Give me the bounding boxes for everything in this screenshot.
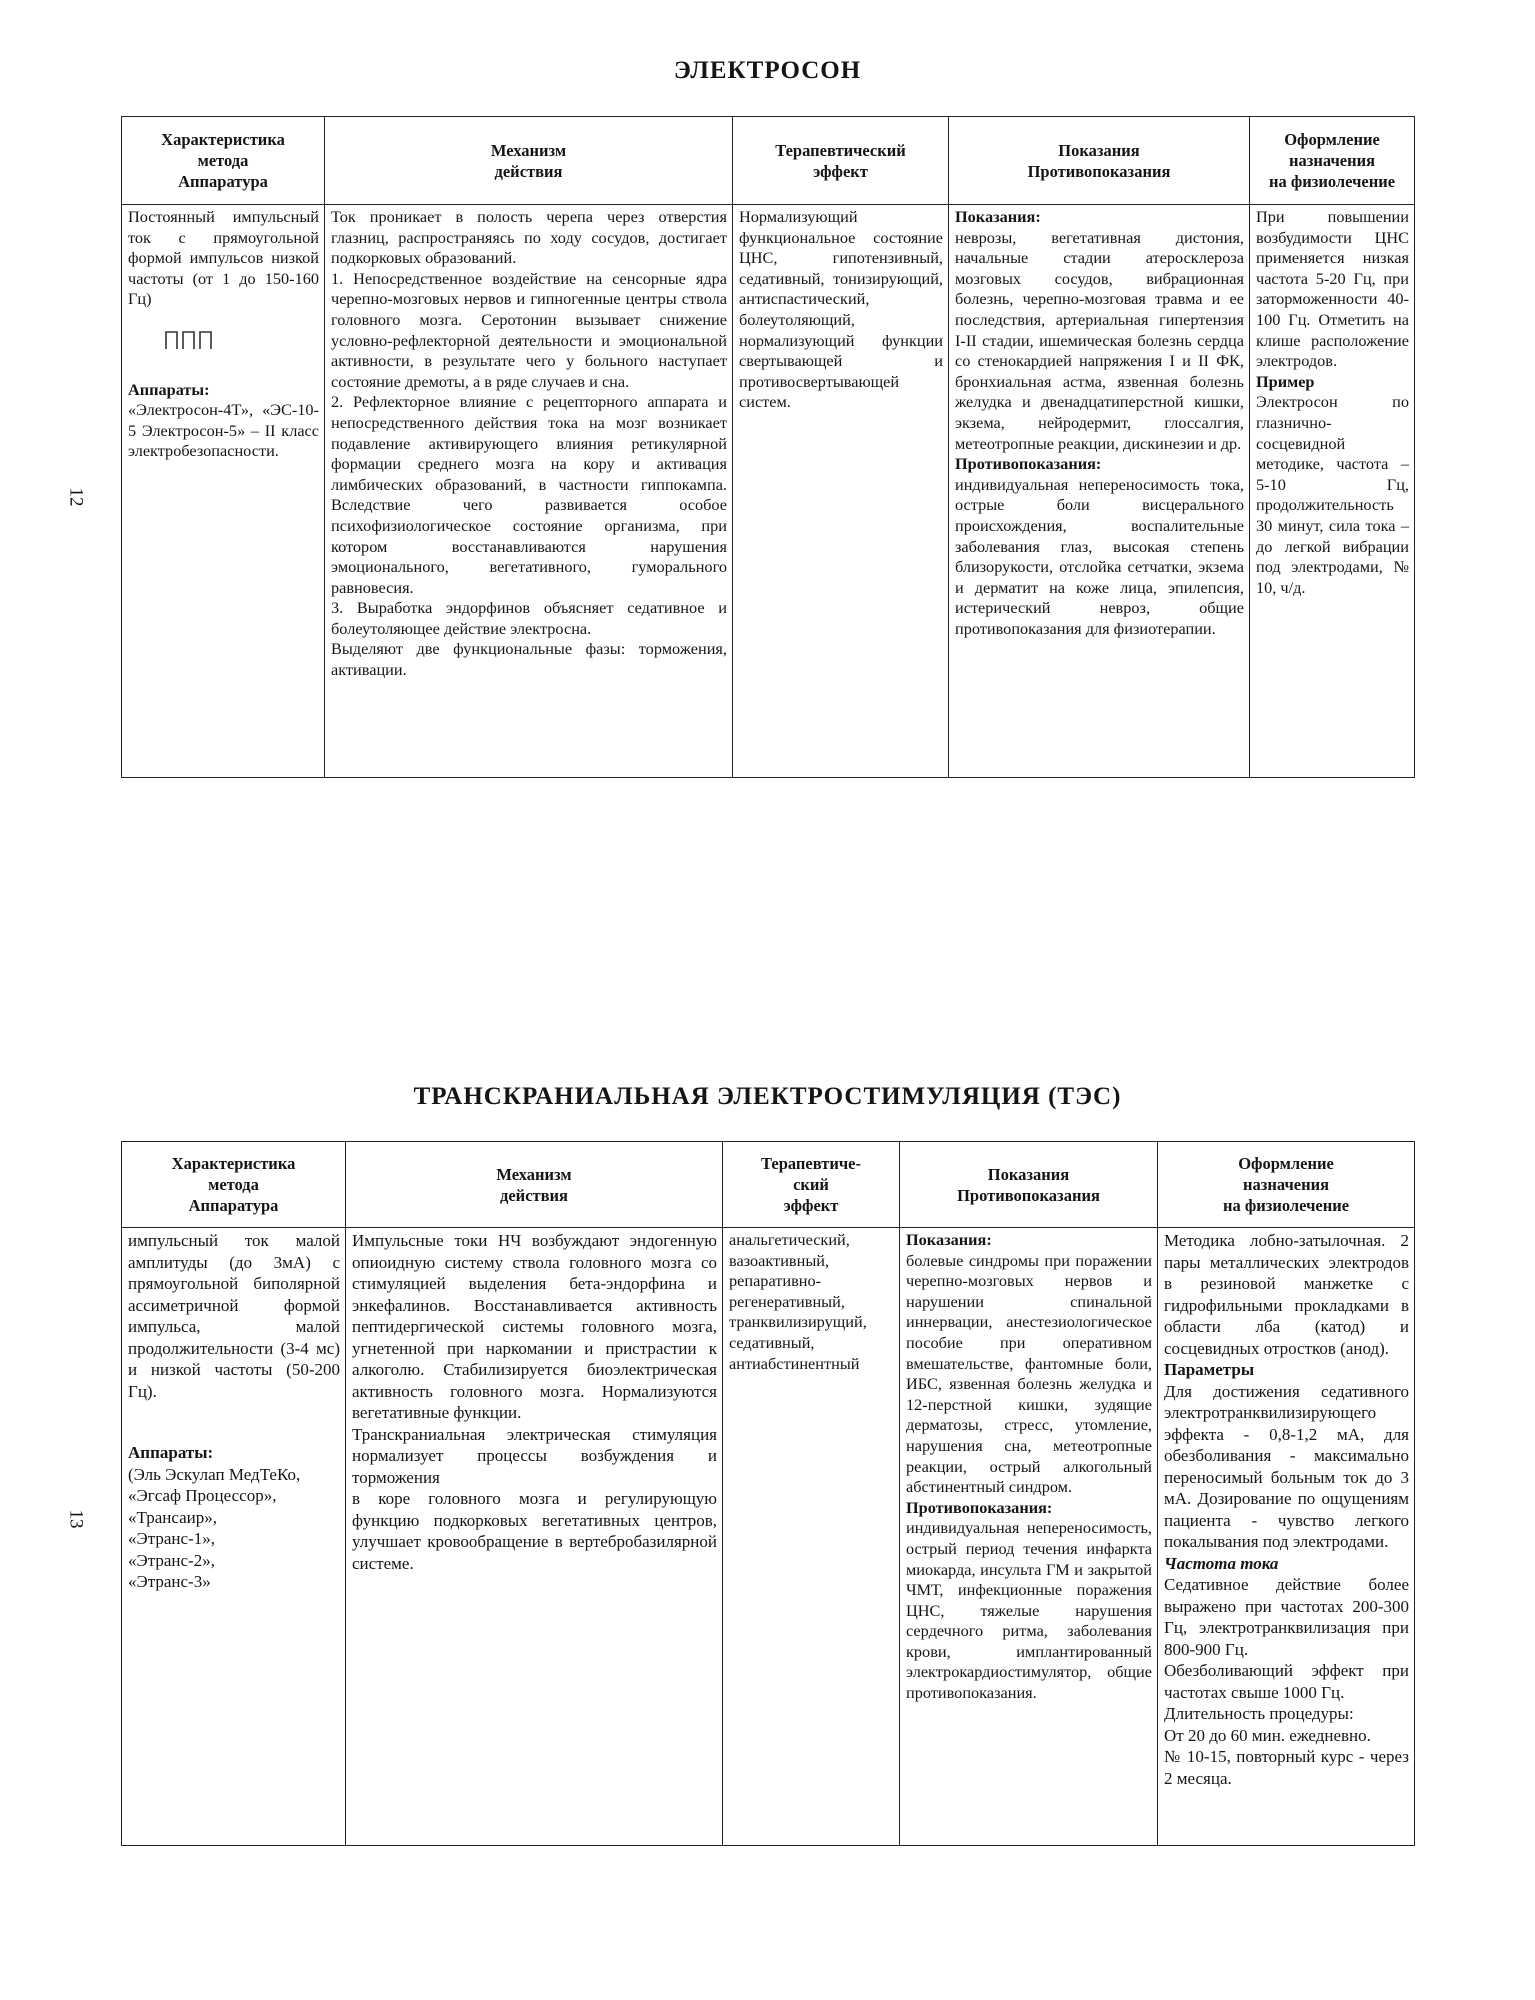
header-characteristic: Характеристика метода Аппаратура (122, 117, 325, 205)
rectangular-pulse-icon (165, 330, 319, 356)
header-row (122, 1142, 1415, 1228)
cell-characteristic: импульсный ток малой амплитуды (до 3мА) с прямоугольной биполярной ассиметричной формой импульса, малой продолжительности (3-4 мс) и низкой частоты (50-200 Гц). Аппараты: (Эль Эскулап МедТеКо, «Эгсаф Процессор», «Трансаир», «Этранс-1», «Этранс-2», «Этранс-3» (122, 1228, 346, 1846)
tes-table (121, 1141, 1415, 1846)
header-therapeutic-effect: Терапевтиче- ский эффект (723, 1142, 900, 1228)
header-therapeutic-effect: Терапевтический эффект (733, 117, 949, 205)
contraindications-label: Противопоказания: (906, 1497, 1053, 1517)
devices-label: Аппараты: (128, 379, 210, 399)
cell-therapeutic-effect: анальгетический, вазоактивный, репаративно- регенеративный, транквилизирущий, седативный, антиабстинентный (723, 1228, 900, 1846)
cell-characteristic: Постоянный импульсный ток с прямоугольной формой импульсов низкой частоты (от 1 до 150-160 Гц) Аппараты: «Электросон-4Т», «ЭС-10-5 Электросон-5» – II класс электробезопасности. (122, 205, 325, 778)
indications-label: Показания: (906, 1230, 992, 1249)
cell-therapeutic-effect: Нормализующий функциональное состояние ЦНС, гипотензивный, седативный, тонизирующий, антиспастический, болеутоляющий, нормализующий функции свертывающей и противосвертывающей систем. (733, 205, 949, 778)
header-mechanism: Механизм действия (346, 1142, 723, 1228)
header-indications: Показания Противопоказания (949, 117, 1250, 205)
cell-prescription: При повышении возбудимости ЦНС применяется низкая частота 5-20 Гц, при заторможенности 40-100 Гц. Отметить на клише расположение электродов. Пример Электросон по глазнично-сосцевидной методике, частота – 5-10 Гц, продолжительность 30 минут, сила тока – до легкой вибрации под электродами, № 10, ч/д. (1250, 205, 1415, 778)
body-row (122, 205, 1415, 778)
cell-mechanism: Импульсные токи НЧ возбуждают эндогенную опиоидную систему ствола головного мозга со стимуляцией выделения бета-эндорфина и энкефалинов. Восстанавливается активность пептидергической системы головного мозга, угнетенной при наркомании и пристрастии к алкоголю. Стабилизируется биоэлектрическая активность головного мозга. Нормализуются вегетативные функции. Транскраниальная электрическая стимуляция нормализует процессы возбуждения и торможения в коре головного мозга и регулирующую функцию подкорковых вегетативных центров, улучшает кровообращение в вертебробазилярной системе. (346, 1228, 723, 1846)
indications-label: Показания: (955, 207, 1041, 226)
cell-mechanism: Ток проникает в полость черепа через отверстия глазниц, распространяясь по ходу сосудов, достигает подкорковых образований. 1. Непосредственное воздействие на сенсорные ядра черепно-мозговых нервов и гипногенные центры ствола головного мозга. Серотонин вызывает снижение условно-рефлекторной деятельности и эмоциональной активности, в результате чего у больного наступает состояние дремоты, а в ряде случаев и сна. 2. Рефлекторное влияние с рецепторного аппарата и непосредственного действия тока на мозг возникает подавление активирующего влияния ретикулярной формации среднего мозга на кору и активация лимбических образований, в частности гиппокампа. Вследствие чего развивается особое психофизиологическое состояние организма, при котором восстанавливаются нарушения эмоционального, вегетативного, гуморального равновесия. 3. Выработка эндорфинов объясняет седативное и болеутоляющее действие электросна. Выделяют две функциональные фазы: торможения, активации. (325, 205, 733, 778)
body-row (122, 1228, 1415, 1846)
header-mechanism: Механизм действия (325, 117, 733, 205)
header-prescription: Оформление назначения на физиолечение (1158, 1142, 1415, 1228)
section1-title: ЭЛЕКТРОСОН (673, 57, 862, 84)
frequency-label: Частота тока (1164, 1553, 1279, 1573)
header-row (122, 117, 1415, 205)
cell-indications: Показания: болевые синдромы при поражении черепно-мозговых нервов и нарушении спинальной иннервации, анестезиологическое пособие при оперативном вмешательстве, фантомные боли, ИБС, язвенная болезнь желудка и 12-перстной кишки, зудящие дерматозы, стресс, утомление, нарушения сна, метеотропные реакции, острый алкогольный абстинентный синдром. Противопоказания: индивидуальная непереносимость, острый период течения инфаркта миокарда, инсульта ГМ и закрытой ЧМТ, инфекционные поражения ЦНС, тяжелые нарушения сердечного ритма, заболевания крови, имплантированный электрокардиостимулятор, общие противопоказания. (900, 1228, 1158, 1846)
electrosleep-table (121, 116, 1415, 778)
devices-text: «Электросон-4Т», «ЭС-10-5 Электросон-5» – II класс электробезопасности. (128, 400, 319, 461)
section2-title: ТРАНСКРАНИАЛЬНАЯ ЭЛЕКТРОСТИМУЛЯЦИЯ (ТЭС) (413, 1083, 1122, 1110)
header-prescription: Оформление назначения на физиолечение (1250, 117, 1415, 205)
cell-prescription: Методика лобно-затылочная. 2 пары металлических электродов в резиновой манжетке с гидрофильными прокладками в области лба (катод) и сосцевидных отростков (анод). Параметры Для достижения седативного электротранквилизирующего эффекта - 0,8-1,2 мА, для обезболивания - максимально переносимый больным ток до 3 мА. Дозирование по ощущениям пациента - чувство легкого покалывания под электродами. Частота тока Седативное действие более выражено при частотах 200-300 Гц, электротранквилизация при 800-900 Гц. Обезболивающий эффект при частотах свыше 1000 Гц. Длительность процедуры: От 20 до 60 мин. ежедневно. № 10-15, повторный курс - через 2 месяца. (1158, 1228, 1415, 1846)
page-number-13: 13 (65, 1509, 87, 1529)
devices-label: Аппараты: (128, 1443, 214, 1462)
page-number-12: 12 (65, 487, 87, 507)
example-label: Пример (1256, 371, 1315, 391)
header-characteristic: Характеристика метода Аппаратура (122, 1142, 346, 1228)
cell-indications: Показания: неврозы, вегетативная дистония, начальные стадии атеросклероза мозговых сосудов, вибрационная болезнь, черепно-мозговая травма и ее последствия, артериальная гипертензия I-II стадии, ишемическая болезнь сердца со стенокардией напряжения I и II ФК, бронхиальная астма, язвенная болезнь желудка и двенадцатиперстной кишки, экзема, нейродермит, глоссалгия, метеотропные реакции, дискинезии и др. Противопоказания: индивидуальная непереносимость тока, острые боли висцерального происхождения, воспалительные заболевания глаз, высокая степень близорукости, отслойка сетчатки, экзема и дерматит на коже лица, эпилепсия, истерический невроз, общие противопоказания для физиотерапии. (949, 205, 1250, 778)
parameters-label: Параметры (1164, 1360, 1255, 1379)
contraindications-label: Противопоказания: (955, 454, 1102, 474)
header-indications: Показания Противопоказания (900, 1142, 1158, 1228)
